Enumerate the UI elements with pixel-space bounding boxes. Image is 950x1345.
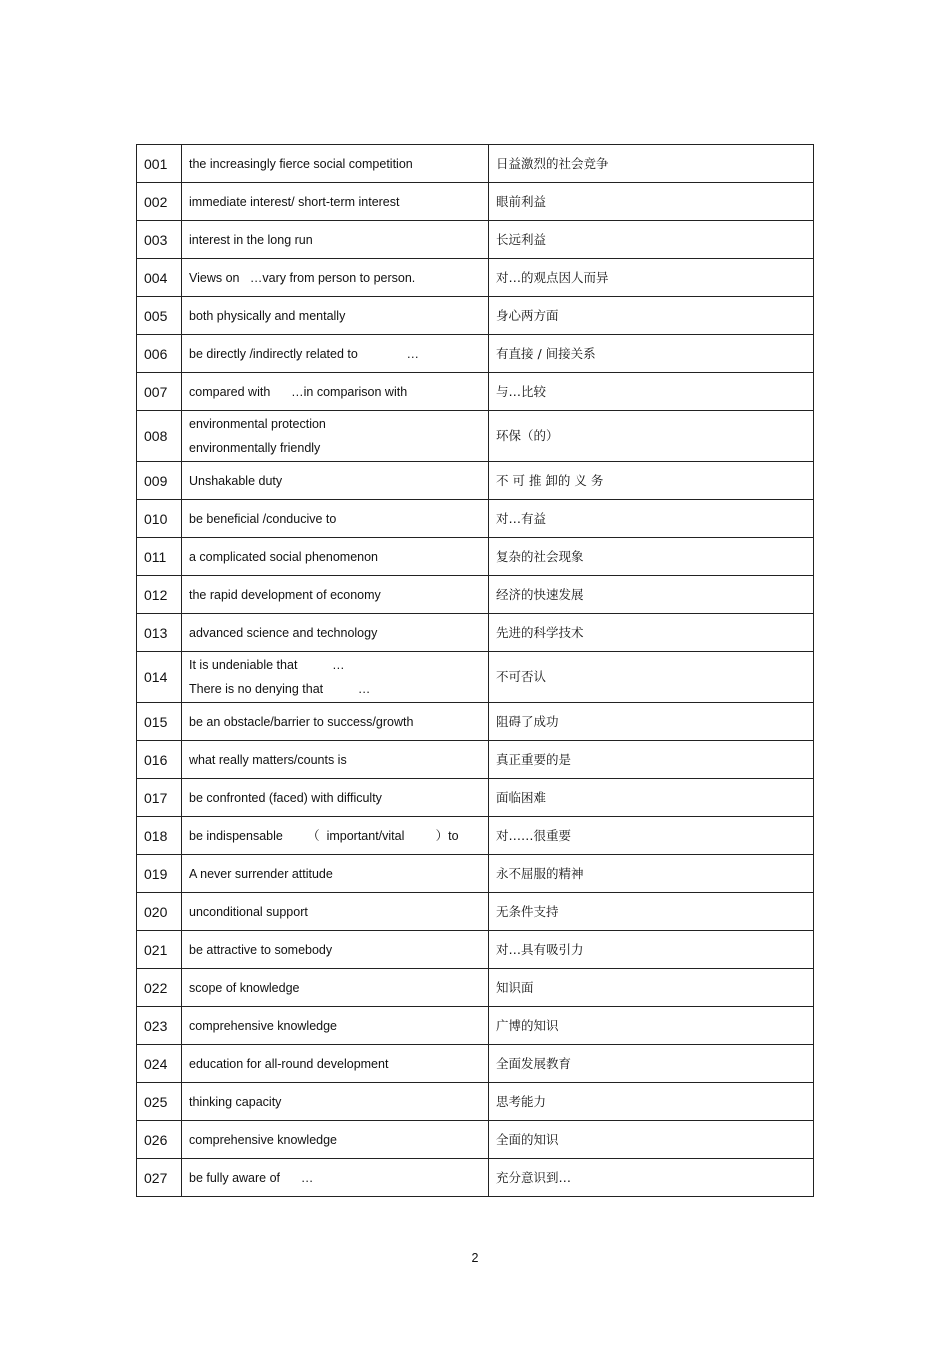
english-phrase-line: comprehensive knowledge	[189, 1132, 338, 1147]
chinese-translation: 眼前利益	[489, 183, 814, 221]
chinese-translation: 不可否认	[489, 652, 814, 703]
entry-number: 010	[137, 500, 182, 538]
table-row	[137, 538, 814, 576]
table-row	[137, 741, 814, 779]
english-phrase-line: immediate interest/ short-term interest	[189, 194, 400, 209]
table-row	[137, 500, 814, 538]
english-phrase-line: There is no denying that …	[189, 682, 371, 696]
chinese-translation: 长远利益	[489, 221, 814, 259]
english-phrase-line: both physically and mentally	[189, 308, 346, 323]
entry-number: 003	[137, 221, 182, 259]
table-row	[137, 893, 814, 931]
table-row	[137, 297, 814, 335]
entry-number: 023	[137, 1007, 182, 1045]
english-phrase-line: It is undeniable that …	[189, 658, 345, 672]
english-phrase-line: what really matters/counts is	[189, 752, 347, 767]
english-phrase	[182, 145, 489, 183]
english-phrase	[182, 259, 489, 297]
english-phrase-line: thinking capacity	[189, 1094, 282, 1109]
english-phrase-line: A never surrender attitude	[189, 866, 333, 881]
english-phrase	[182, 614, 489, 652]
chinese-translation: 先进的科学技术	[489, 614, 814, 652]
english-phrase-line: be beneficial /conducive to	[189, 511, 337, 526]
table-row	[137, 817, 814, 855]
table-row	[137, 221, 814, 259]
vocabulary-table-body	[137, 145, 814, 1197]
english-phrase-line: environmentally friendly	[189, 441, 321, 455]
table-row	[137, 1007, 814, 1045]
chinese-translation: 无条件支持	[489, 893, 814, 931]
table-row	[137, 145, 814, 183]
table-row	[137, 411, 814, 462]
english-phrase-line: comprehensive knowledge	[189, 1018, 338, 1033]
english-phrase	[182, 411, 489, 462]
english-phrase	[182, 1121, 489, 1159]
english-phrase-line: be confronted (faced) with difficulty	[189, 790, 382, 805]
english-phrase	[182, 500, 489, 538]
entry-number: 017	[137, 779, 182, 817]
english-phrase-line: advanced science and technology	[189, 625, 378, 640]
english-phrase	[182, 855, 489, 893]
entry-number: 011	[137, 538, 182, 576]
english-phrase	[182, 1045, 489, 1083]
english-phrase-line: the rapid development of economy	[189, 587, 381, 602]
entry-number: 026	[137, 1121, 182, 1159]
english-phrase-line: the increasingly fierce social competition	[189, 156, 413, 171]
chinese-translation: 复杂的社会现象	[489, 538, 814, 576]
chinese-translation: 身心两方面	[489, 297, 814, 335]
english-phrase-line: interest in the long run	[189, 232, 313, 247]
english-phrase	[182, 931, 489, 969]
chinese-translation: 面临困难	[489, 779, 814, 817]
table-row	[137, 576, 814, 614]
entry-number: 016	[137, 741, 182, 779]
english-phrase	[182, 221, 489, 259]
english-phrase	[182, 183, 489, 221]
table-row	[137, 335, 814, 373]
table-row	[137, 855, 814, 893]
chinese-translation: 有直接 / 间接关系	[489, 335, 814, 373]
vocabulary-table	[136, 144, 814, 1197]
english-phrase	[182, 1159, 489, 1197]
entry-number: 005	[137, 297, 182, 335]
chinese-translation: 全面的知识	[489, 1121, 814, 1159]
table-row	[137, 614, 814, 652]
english-phrase	[182, 1007, 489, 1045]
entry-number: 008	[137, 411, 182, 462]
english-phrase	[182, 703, 489, 741]
chinese-translation: 与…比较	[489, 373, 814, 411]
english-phrase	[182, 969, 489, 1007]
english-phrase	[182, 373, 489, 411]
english-phrase-line: Views on …vary from person to person.	[189, 270, 416, 285]
entry-number: 004	[137, 259, 182, 297]
chinese-translation: 思考能力	[489, 1083, 814, 1121]
table-row	[137, 259, 814, 297]
chinese-translation: 不 可 推 卸的 义 务	[489, 462, 814, 500]
english-phrase	[182, 893, 489, 931]
entry-number: 007	[137, 373, 182, 411]
entry-number: 018	[137, 817, 182, 855]
english-phrase-line: be directly /indirectly related to …	[189, 346, 419, 361]
english-phrase	[182, 817, 489, 855]
english-phrase-line: be an obstacle/barrier to success/growth	[189, 714, 414, 729]
chinese-translation: 广博的知识	[489, 1007, 814, 1045]
entry-number: 022	[137, 969, 182, 1007]
chinese-translation: 对…有益	[489, 500, 814, 538]
entry-number: 021	[137, 931, 182, 969]
english-phrase-line: education for all-round development	[189, 1056, 389, 1071]
chinese-translation: 对…具有吸引力	[489, 931, 814, 969]
chinese-translation: 日益激烈的社会竞争	[489, 145, 814, 183]
english-phrase	[182, 462, 489, 500]
english-phrase-line: environmental protection	[189, 417, 326, 431]
english-phrase-line: be attractive to somebody	[189, 942, 333, 957]
chinese-translation: 经济的快速发展	[489, 576, 814, 614]
english-phrase	[182, 335, 489, 373]
english-phrase	[182, 1083, 489, 1121]
english-phrase	[182, 576, 489, 614]
chinese-translation: 真正重要的是	[489, 741, 814, 779]
table-row	[137, 1121, 814, 1159]
table-row	[137, 462, 814, 500]
english-phrase-line: be indispensable （ important/vital ）to	[189, 828, 459, 843]
english-phrase	[182, 779, 489, 817]
chinese-translation: 对……很重要	[489, 817, 814, 855]
entry-number: 001	[137, 145, 182, 183]
chinese-translation: 永不屈服的精神	[489, 855, 814, 893]
entry-number: 015	[137, 703, 182, 741]
table-row	[137, 183, 814, 221]
table-row	[137, 703, 814, 741]
table-row	[137, 652, 814, 703]
chinese-translation: 阻碍了成功	[489, 703, 814, 741]
table-row	[137, 1045, 814, 1083]
entry-number: 009	[137, 462, 182, 500]
entry-number: 014	[137, 652, 182, 703]
page-number: 2	[471, 1251, 479, 1265]
english-phrase-line: a complicated social phenomenon	[189, 549, 379, 564]
table-row	[137, 1159, 814, 1197]
table-row	[137, 931, 814, 969]
table-row	[137, 969, 814, 1007]
entry-number: 027	[137, 1159, 182, 1197]
english-phrase-line: scope of knowledge	[189, 980, 300, 995]
chinese-translation: 对…的观点因人而异	[489, 259, 814, 297]
table-row	[137, 779, 814, 817]
english-phrase-line: compared with …in comparison with	[189, 384, 408, 399]
entry-number: 012	[137, 576, 182, 614]
english-phrase	[182, 538, 489, 576]
table-row	[137, 373, 814, 411]
chinese-translation: 知识面	[489, 969, 814, 1007]
entry-number: 006	[137, 335, 182, 373]
english-phrase-line: unconditional support	[189, 904, 308, 919]
entry-number: 019	[137, 855, 182, 893]
entry-number: 020	[137, 893, 182, 931]
english-phrase	[182, 741, 489, 779]
english-phrase	[182, 297, 489, 335]
chinese-translation: 全面发展教育	[489, 1045, 814, 1083]
chinese-translation: 充分意识到…	[489, 1159, 814, 1197]
english-phrase-line: Unshakable duty	[189, 473, 283, 488]
entry-number: 024	[137, 1045, 182, 1083]
table-row	[137, 1083, 814, 1121]
chinese-translation: 环保（的）	[489, 411, 814, 462]
english-phrase	[182, 652, 489, 703]
english-phrase-line: be fully aware of …	[189, 1170, 314, 1185]
entry-number: 002	[137, 183, 182, 221]
entry-number: 013	[137, 614, 182, 652]
entry-number: 025	[137, 1083, 182, 1121]
